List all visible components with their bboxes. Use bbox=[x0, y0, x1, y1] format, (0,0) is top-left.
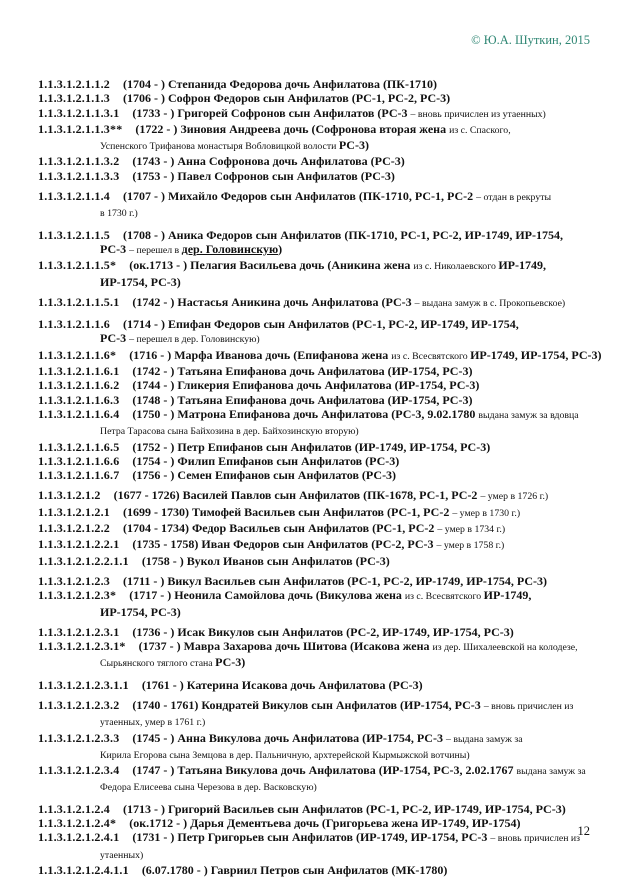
entry-line bbox=[38, 77, 608, 91]
genealogy-entry bbox=[38, 77, 608, 91]
entry-line bbox=[38, 378, 608, 392]
entry-text: (1744 - ) Гликерия Епифанова дочь Анфилатова (ИР-1754, РС-3) bbox=[132, 378, 480, 393]
entries bbox=[38, 77, 608, 877]
entry-number: 1.1.3.1.2.1.1.3.3 bbox=[38, 168, 120, 183]
entry-line bbox=[38, 625, 608, 639]
entry-line bbox=[38, 731, 608, 747]
entry-number: 1.1.3.1.2.1.2 bbox=[38, 488, 101, 503]
entry-text: (6.07.1780 - ) Гавриил Петров сын Анфилатов (МК-1780) bbox=[141, 862, 448, 877]
copyright-notice: © Ю.А. Шуткин, 2015 bbox=[471, 33, 590, 47]
genealogy-entry bbox=[38, 169, 608, 183]
entry-text: (1722 - ) Зиновия Андреева дочь (Софронова вторая жена bbox=[135, 121, 450, 136]
entry-line bbox=[38, 863, 608, 877]
annotation-text: – умер в 1730 г.) bbox=[452, 507, 521, 519]
entry-continuation-line bbox=[100, 205, 608, 221]
entry-text: (1737 - ) Мавра Захарова дочь Шитова (Исакова жена bbox=[138, 639, 433, 654]
entry-number: 1.1.3.1.2.1.2.3.4 bbox=[38, 763, 120, 778]
entry-number: 1.1.3.1.2.1.1.3** bbox=[38, 121, 123, 136]
entry-text: ИР-1754, РС-3) bbox=[100, 274, 181, 289]
annotation-text: Кирила Егорова сына Земцова в дер. Пальничную, архтерейской Кырмыжской вотчины) bbox=[100, 749, 470, 761]
entry-number: 1.1.3.1.2.1.1.5* bbox=[38, 258, 117, 273]
entry-number: 1.1.3.1.2.1.2.1 bbox=[38, 504, 110, 519]
entry-number: 1.1.3.1.2.1.1.5 bbox=[38, 227, 110, 242]
page-number: 12 bbox=[577, 824, 590, 838]
entry-line bbox=[38, 554, 608, 568]
annotation-text: из с. Всесвятского bbox=[404, 591, 484, 603]
entry-number: 1.1.3.1.2.1.1.6.6 bbox=[38, 453, 120, 468]
entry-continuation-line bbox=[100, 847, 608, 863]
entry-text: (1747 - ) Татьяна Викулова дочь Анфилатова (ИР-1754, РС-3, 2.02.1767 bbox=[132, 763, 517, 778]
entry-text: РС-3 bbox=[100, 331, 130, 346]
entry-text: (1736 - ) Исак Викулов сын Анфилатов (РС-2, ИР-1749, ИР-1754, РС-3) bbox=[132, 624, 514, 639]
entry-continuation-line bbox=[100, 605, 608, 619]
genealogy-entry bbox=[38, 454, 608, 468]
entry-text: (1704 - ) Степанида Федорова дочь Анфилатова (ПК-1710) bbox=[123, 77, 437, 91]
entry-text: (1754 - ) Филип Епифанов сын Анфилатов (РС-3) bbox=[132, 453, 400, 468]
annotation-text: – вновь причислен из bbox=[483, 700, 574, 712]
annotation-text: – выдана замуж за bbox=[445, 733, 523, 745]
entry-number: 1.1.3.1.2.1.2.2.1 bbox=[38, 537, 120, 552]
genealogy-entry bbox=[38, 574, 608, 588]
entry-text: (1717 - ) Неонила Самойлова дочь (Викулова жена bbox=[129, 588, 405, 603]
entry-number: 1.1.3.1.2.1.2.3.1 bbox=[38, 624, 120, 639]
entry-line bbox=[38, 639, 608, 655]
annotation-text: – перешел в bbox=[129, 244, 182, 256]
annotation-text: выдана замуж за вдовца bbox=[478, 409, 579, 421]
genealogy-entry bbox=[38, 378, 608, 392]
entry-number: 1.1.3.1.2.1.1.4 bbox=[38, 189, 110, 204]
entry-line bbox=[38, 574, 608, 588]
entry-text: (1745 - ) Анна Викулова дочь Анфилатова (ИР-1754, РС-3 bbox=[132, 730, 446, 745]
entry-number: 1.1.3.1.2.1.2.4 bbox=[38, 801, 110, 816]
entry-text: (1748 - ) Татьяна Епифанова дочь Анфилатова (ИР-1754, РС-3) bbox=[132, 392, 473, 407]
genealogy-entry bbox=[38, 468, 608, 482]
genealogy-entry bbox=[38, 678, 608, 692]
entry-line bbox=[38, 468, 608, 482]
entry-text: РС-3) bbox=[338, 138, 369, 153]
entry-text: (1740 - 1761) Кондратей Викулов сын Анфилатов (ИР-1754, РС-3 bbox=[132, 697, 484, 712]
annotation-text: – перешел в дер. Головинскую) bbox=[129, 334, 260, 346]
genealogy-entry bbox=[38, 91, 608, 105]
entry-text: (1761 - ) Катерина Исакова дочь Анфилатова (РС-3) bbox=[141, 677, 423, 692]
entry-line bbox=[38, 454, 608, 468]
entry-continuation-line bbox=[100, 275, 608, 289]
entry-text: (1731 - ) Петр Григорьев сын Анфилатов (ИР-1749, ИР-1754, РС-3 bbox=[132, 830, 491, 845]
entry-number: 1.1.3.1.2.1.2.4.1 bbox=[38, 830, 120, 845]
entry-number: 1.1.3.1.2.1.2.4* bbox=[38, 816, 117, 831]
entry-number: 1.1.3.1.2.1.2.3.1.1 bbox=[38, 677, 129, 692]
entry-text: (ок.1712 - ) Дарья Дементьева дочь (Григорьева жена ИР-1749, ИР-1754) bbox=[129, 816, 521, 831]
entry-text: (1708 - ) Аника Федоров сын Анфилатов (ПК-1710, РС-1, РС-2, ИР-1749, ИР-1754, bbox=[123, 227, 563, 242]
annotation-text: – вновь причислен из утаенных) bbox=[410, 108, 546, 120]
entry-line bbox=[38, 295, 608, 311]
genealogy-entry bbox=[38, 588, 608, 619]
entry-text: ИР-1754, РС-3) bbox=[100, 604, 181, 619]
entry-line bbox=[38, 802, 608, 816]
genealogy-entry bbox=[38, 521, 608, 537]
entry-continuation-line bbox=[100, 242, 608, 258]
entry-number: 1.1.3.1.2.1.2.2.1.1 bbox=[38, 553, 129, 568]
entry-continuation-line bbox=[100, 747, 608, 763]
entry-text: ИР-1749, ИР-1754, РС-3) bbox=[470, 347, 602, 362]
genealogy-entry bbox=[38, 122, 608, 155]
entry-line bbox=[38, 521, 608, 537]
annotation-text: Федора Елисеева сына Черезова в дер. Васковскую) bbox=[100, 782, 317, 794]
annotation-text: Сырьянского тяглого стана bbox=[100, 658, 216, 670]
genealogy-entry bbox=[38, 258, 608, 289]
entry-number: 1.1.3.1.2.1.1.3 bbox=[38, 91, 110, 106]
entry-line bbox=[38, 698, 608, 714]
entry-number: 1.1.3.1.2.1.1.6.3 bbox=[38, 392, 120, 407]
annotation-text: из с. Спаского, bbox=[449, 124, 511, 136]
entry-line bbox=[38, 678, 608, 692]
entry-number: 1.1.3.1.2.1.2.3 bbox=[38, 573, 110, 588]
genealogy-entry bbox=[38, 625, 608, 639]
entry-text: ) bbox=[278, 241, 283, 256]
genealogy-entry bbox=[38, 440, 608, 454]
genealogy-entry bbox=[38, 830, 608, 863]
entry-line bbox=[38, 505, 608, 521]
entry-text: (1733 - ) Григорей Софронов сын Анфилатов (РС-3 bbox=[132, 105, 411, 120]
entry-text: (1699 - 1730) Тимофей Васильев сын Анфилатов (РС-1, РС-2 bbox=[123, 504, 453, 519]
entry-line bbox=[38, 91, 608, 105]
annotation-text: – выдана замуж в с. Прокопьевское) bbox=[414, 297, 566, 309]
entry-line bbox=[38, 488, 608, 504]
entry-number: 1.1.3.1.2.1.2.3.1* bbox=[38, 639, 126, 654]
entry-text: (1742 - ) Татьяна Епифанова дочь Анфилатова (ИР-1754, РС-3) bbox=[132, 364, 473, 379]
annotation-text: – умер в 1758 г.) bbox=[436, 540, 505, 552]
genealogy-entry bbox=[38, 731, 608, 764]
entry-number: 1.1.3.1.2.1.1.3.2 bbox=[38, 154, 120, 169]
entry-continuation-line bbox=[100, 331, 608, 347]
entry-text: (1707 - ) Михайло Федоров сын Анфилатов (ПК-1710, РС-1, РС-2 bbox=[123, 189, 477, 204]
genealogy-entry bbox=[38, 364, 608, 378]
entry-number: 1.1.3.1.2.1.2.4.1.1 bbox=[38, 862, 129, 877]
genealogy-entry bbox=[38, 228, 608, 259]
entry-text: (1704 - 1734) Федор Васильев сын Анфилатов (РС-1, РС-2 bbox=[123, 521, 438, 536]
entry-line bbox=[38, 537, 608, 553]
place-name-emphasis: дер. Головинскую bbox=[181, 241, 279, 256]
entry-line bbox=[38, 169, 608, 183]
genealogy-entry bbox=[38, 698, 608, 731]
entry-line bbox=[38, 154, 608, 168]
entry-number: 1.1.3.1.2.1.1.6.7 bbox=[38, 468, 120, 483]
annotation-text: – умер в 1726 г.) bbox=[480, 491, 549, 503]
annotation-text: – умер в 1734 г.) bbox=[437, 524, 506, 536]
entry-continuation-line bbox=[100, 423, 608, 439]
genealogy-entry bbox=[38, 189, 608, 222]
genealogy-entry bbox=[38, 106, 608, 122]
entry-text: (ок.1713 - ) Пелагия Васильева дочь (Аникина жена bbox=[129, 258, 414, 273]
entry-number: 1.1.3.1.2.1.1.6.5 bbox=[38, 439, 120, 454]
entry-text: (1756 - ) Семен Епифанов сын Анфилатов (РС-3) bbox=[132, 468, 397, 483]
entry-number: 1.1.3.1.2.1.2.3.2 bbox=[38, 697, 120, 712]
entry-text: ИР-1749, bbox=[498, 258, 546, 273]
entry-line bbox=[38, 348, 608, 364]
entry-text: (1713 - ) Григорий Васильев сын Анфилатов (РС-1, РС-2, ИР-1749, ИР-1754, РС-3) bbox=[123, 801, 566, 816]
entry-text: (1758 - ) Вукол Иванов сын Анфилатов (РС-3) bbox=[141, 553, 390, 568]
entry-number: 1.1.3.1.2.1.1.6 bbox=[38, 317, 110, 332]
entry-text: (1714 - ) Епифан Федоров сын Анфилатов (РС-1, РС-2, ИР-1749, ИР-1754, bbox=[123, 317, 519, 332]
entry-number: 1.1.3.1.2.1.1.5.1 bbox=[38, 294, 120, 309]
annotation-text: из с. Всесвятского bbox=[391, 350, 471, 362]
entry-continuation-line bbox=[100, 779, 608, 795]
entry-number: 1.1.3.1.2.1.1.6* bbox=[38, 347, 117, 362]
entry-text: (1735 - 1758) Иван Федоров сын Анфилатов (РС-2, РС-3 bbox=[132, 537, 437, 552]
genealogy-entry bbox=[38, 537, 608, 553]
annotation-text: Петра Тарасова сына Байхозина в дер. Байхозинскую вторую) bbox=[100, 426, 359, 438]
entry-line bbox=[38, 106, 608, 122]
entry-number: 1.1.3.1.2.1.1.6.1 bbox=[38, 364, 120, 379]
annotation-text: утаенных, умер в 1761 г.) bbox=[100, 717, 206, 729]
annotation-text: из дер. Шихалеевской на колодезе, bbox=[432, 642, 578, 654]
entry-line bbox=[38, 830, 608, 846]
entry-number: 1.1.3.1.2.1.1.2 bbox=[38, 77, 110, 91]
genealogy-entry bbox=[38, 505, 608, 521]
annotation-text: Успенского Трифанова монастыря Вобловицкой волости bbox=[100, 141, 339, 153]
entry-text: (1677 - 1726) Василей Павлов сын Анфилатов (ПК-1678, РС-1, РС-2 bbox=[113, 488, 481, 503]
entry-text: (1743 - ) Анна Софронова дочь Анфилатова (РС-3) bbox=[132, 154, 405, 169]
genealogy-entry bbox=[38, 317, 608, 348]
genealogy-entry bbox=[38, 802, 608, 816]
entry-continuation-line bbox=[100, 655, 608, 671]
entry-number: 1.1.3.1.2.1.2.3* bbox=[38, 588, 117, 603]
entry-number: 1.1.3.1.2.1.1.3.1 bbox=[38, 105, 120, 120]
entry-line bbox=[38, 228, 608, 242]
genealogy-entry bbox=[38, 407, 608, 440]
annotation-text: – вновь причислен из bbox=[490, 833, 581, 845]
entry-line bbox=[38, 258, 608, 274]
entry-text: РС-3) bbox=[215, 655, 246, 670]
entry-text: РС-3 bbox=[100, 241, 130, 256]
entry-line bbox=[38, 816, 608, 830]
genealogy-entry bbox=[38, 639, 608, 672]
entry-text: (1711 - ) Викул Васильев сын Анфилатов (РС-1, РС-2, ИР-1749, ИР-1754, РС-3) bbox=[123, 573, 548, 588]
genealogy-entry bbox=[38, 295, 608, 311]
entry-continuation-line bbox=[100, 138, 608, 154]
genealogy-entry bbox=[38, 393, 608, 407]
genealogy-entry bbox=[38, 863, 608, 877]
entry-line bbox=[38, 364, 608, 378]
entry-number: 1.1.3.1.2.1.2.2 bbox=[38, 521, 110, 536]
entry-text: (1752 - ) Петр Епифанов сын Анфилатов (ИР-1749, ИР-1754, РС-3) bbox=[132, 439, 491, 454]
entry-line bbox=[38, 440, 608, 454]
entry-line bbox=[38, 122, 608, 138]
entry-line bbox=[38, 189, 608, 205]
entry-line bbox=[38, 317, 608, 331]
entry-text: (1753 - ) Павел Софронов сын Анфилатов (РС-3) bbox=[132, 168, 395, 183]
entry-text: (1742 - ) Настасья Аникина дочь Анфилатова (РС-3 bbox=[132, 294, 415, 309]
entry-line bbox=[38, 588, 608, 604]
entry-line bbox=[38, 393, 608, 407]
entry-number: 1.1.3.1.2.1.1.6.4 bbox=[38, 406, 120, 421]
genealogy-entry bbox=[38, 763, 608, 796]
entry-line bbox=[38, 763, 608, 779]
entry-number: 1.1.3.1.2.1.1.6.2 bbox=[38, 378, 120, 393]
entry-text: (1750 - ) Матрона Епифанова дочь Анфилатова (РС-3, 9.02.1780 bbox=[132, 406, 479, 421]
annotation-text: утаенных) bbox=[100, 849, 144, 861]
entry-text: ИР-1749, bbox=[483, 588, 532, 603]
entry-number: 1.1.3.1.2.1.2.3.3 bbox=[38, 730, 120, 745]
entry-text: (1706 - ) Софрон Федоров сын Анфилатов (РС-1, РС-2, РС-3) bbox=[123, 91, 451, 106]
annotation-text: в 1730 г.) bbox=[100, 208, 138, 220]
annotation-text: выдана замуж за bbox=[516, 766, 586, 778]
entry-continuation-line bbox=[100, 714, 608, 730]
entry-text: (1716 - ) Марфа Иванова дочь (Епифанова жена bbox=[129, 347, 392, 362]
entry-line bbox=[38, 407, 608, 423]
genealogy-entry bbox=[38, 554, 608, 568]
genealogy-entry bbox=[38, 488, 608, 504]
annotation-text: – отдан в рекруты bbox=[476, 192, 552, 204]
genealogy-entry bbox=[38, 816, 608, 830]
genealogy-entry bbox=[38, 348, 608, 364]
genealogy-entry bbox=[38, 154, 608, 168]
annotation-text: из с. Николаевского bbox=[413, 261, 499, 273]
